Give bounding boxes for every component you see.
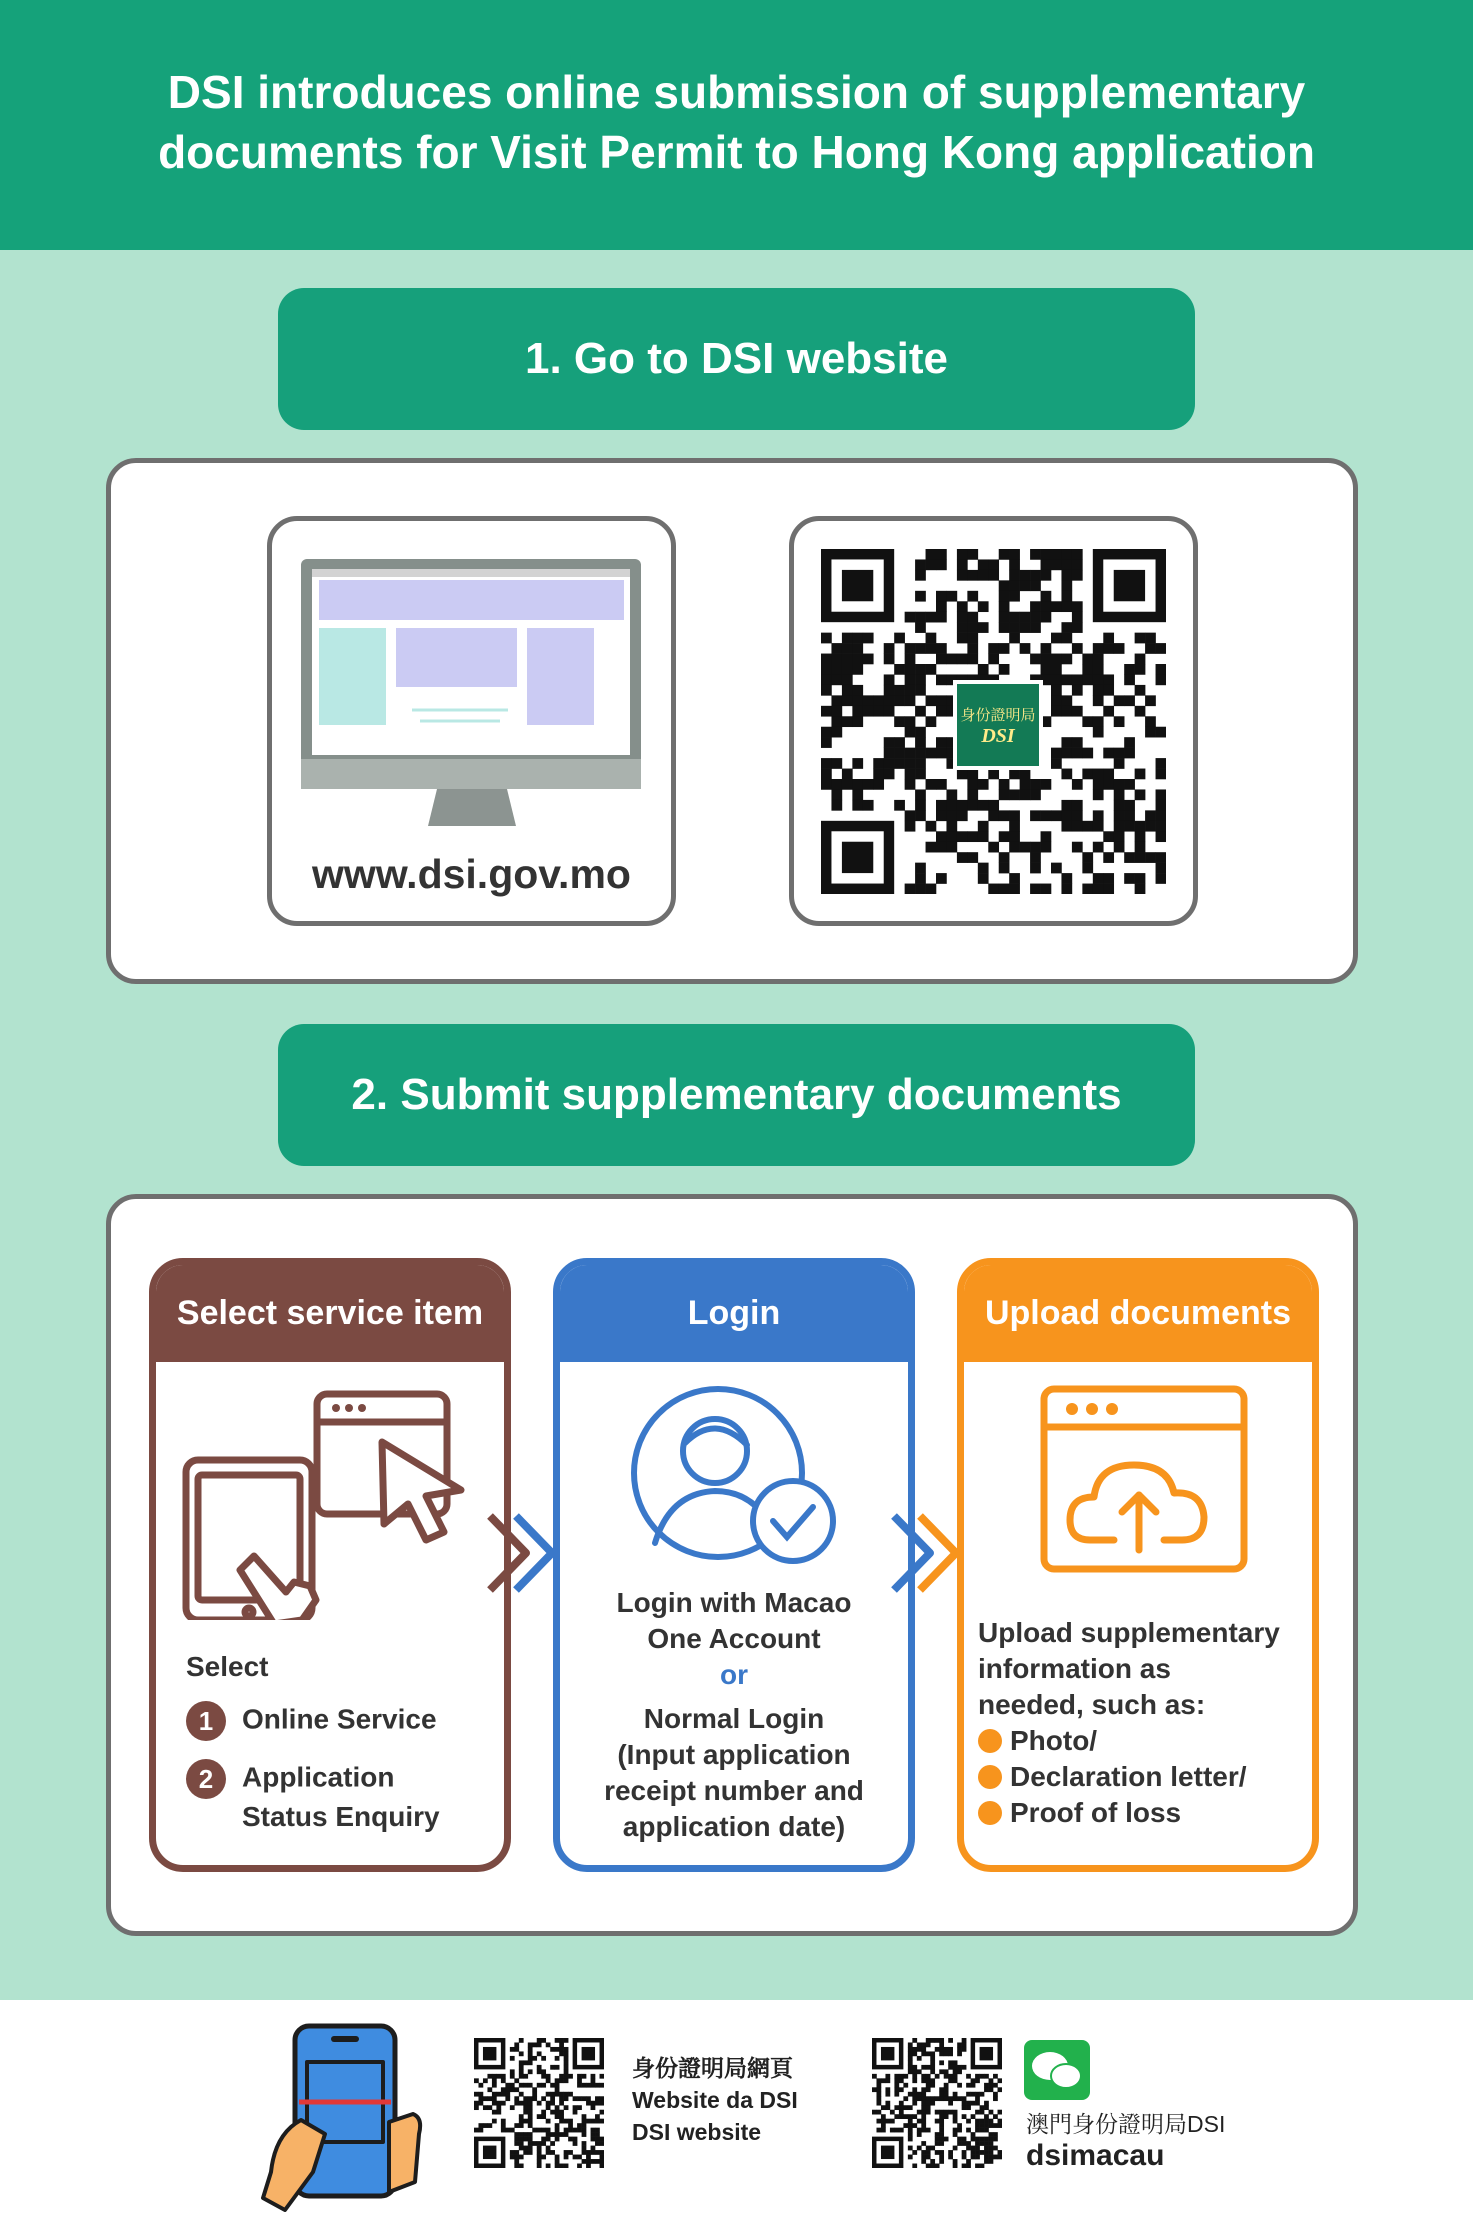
dsi-logo-zh: 身份證明局 — [960, 707, 1036, 724]
step1-banner: 1. Go to DSI website — [278, 288, 1195, 430]
upload-documents-title: Upload documents — [964, 1265, 1312, 1362]
upload-documents-card — [957, 1258, 1319, 1872]
upload-line-2: information as — [978, 1653, 1171, 1684]
website-url[interactable]: www.dsi.gov.mo — [312, 851, 631, 897]
footer-website-labels — [632, 2052, 798, 2148]
qr-tile[interactable] — [789, 516, 1198, 926]
select-intro: Select — [186, 1651, 269, 1682]
select-service-card — [149, 1258, 511, 1872]
select-service-title: Select service item — [156, 1265, 504, 1362]
login-line-2: One Account — [647, 1623, 821, 1654]
upload-item-proof: Proof of loss — [978, 1795, 1280, 1831]
title-line-2: documents for Visit Permit to Hong Kong application — [158, 126, 1315, 178]
login-line-4: (Input application — [617, 1739, 851, 1770]
user-check-icon — [615, 1383, 855, 1573]
footer-website-qr-code[interactable] — [474, 2038, 604, 2168]
option-1-label: Online Service — [242, 1703, 437, 1735]
tablet-click-icon — [176, 1380, 476, 1620]
bullet-icon — [978, 1801, 1002, 1825]
upload-item-declaration: Declaration letter/ — [978, 1759, 1280, 1795]
dsi-logo — [953, 680, 1043, 770]
login-or: or — [720, 1659, 748, 1690]
login-line-1: Login with Macao — [616, 1587, 852, 1618]
website-tile[interactable] — [267, 516, 676, 926]
login-card — [553, 1258, 915, 1872]
number-2-badge: 2 — [186, 1759, 226, 1799]
login-title: Login — [560, 1265, 908, 1362]
upload-description — [978, 1615, 1280, 1831]
step2-banner: 2. Submit supplementary documents — [278, 1024, 1195, 1166]
footer — [0, 2000, 1473, 2217]
option-2-label: Application — [242, 1761, 395, 1793]
number-1-badge: 1 — [186, 1701, 226, 1741]
dsi-logo-en: DSI — [981, 725, 1015, 747]
cloud-upload-window-icon — [1034, 1385, 1254, 1585]
option-online-service[interactable] — [186, 1701, 437, 1741]
bullet-icon — [978, 1765, 1002, 1789]
footer-website-en: DSI website — [632, 2119, 762, 2145]
bullet-icon — [978, 1729, 1002, 1753]
phone-scan-qr-icon — [255, 2022, 425, 2212]
header-banner — [0, 0, 1473, 250]
footer-wechat-qr-code[interactable] — [872, 2038, 1002, 2168]
footer-website-zh: 身份證明局網頁 — [632, 2055, 793, 2081]
login-description — [560, 1585, 908, 1845]
option-2-label-line2: Status Enquiry — [242, 1801, 440, 1832]
footer-wechat-name: 澳門身份證明局DSI — [1026, 2111, 1226, 2137]
login-line-5: receipt number and — [604, 1775, 864, 1806]
footer-website-pt: Website da DSI — [632, 2087, 798, 2113]
upload-item-photo: Photo/ — [978, 1723, 1280, 1759]
login-line-6: application date) — [622, 1811, 846, 1842]
computer-monitor-icon — [272, 521, 681, 851]
upload-line-3: needed, such as: — [978, 1689, 1206, 1720]
page-title — [60, 62, 1413, 182]
footer-wechat-id: dsimacau — [1026, 2139, 1165, 2172]
wechat-icon — [1024, 2040, 1090, 2100]
option-status-enquiry[interactable] — [186, 1759, 440, 1835]
login-line-3: Normal Login — [643, 1703, 825, 1734]
upload-line-1: Upload supplementary — [978, 1617, 1280, 1648]
title-line-1: DSI introduces online submission of supplementary — [167, 66, 1306, 118]
